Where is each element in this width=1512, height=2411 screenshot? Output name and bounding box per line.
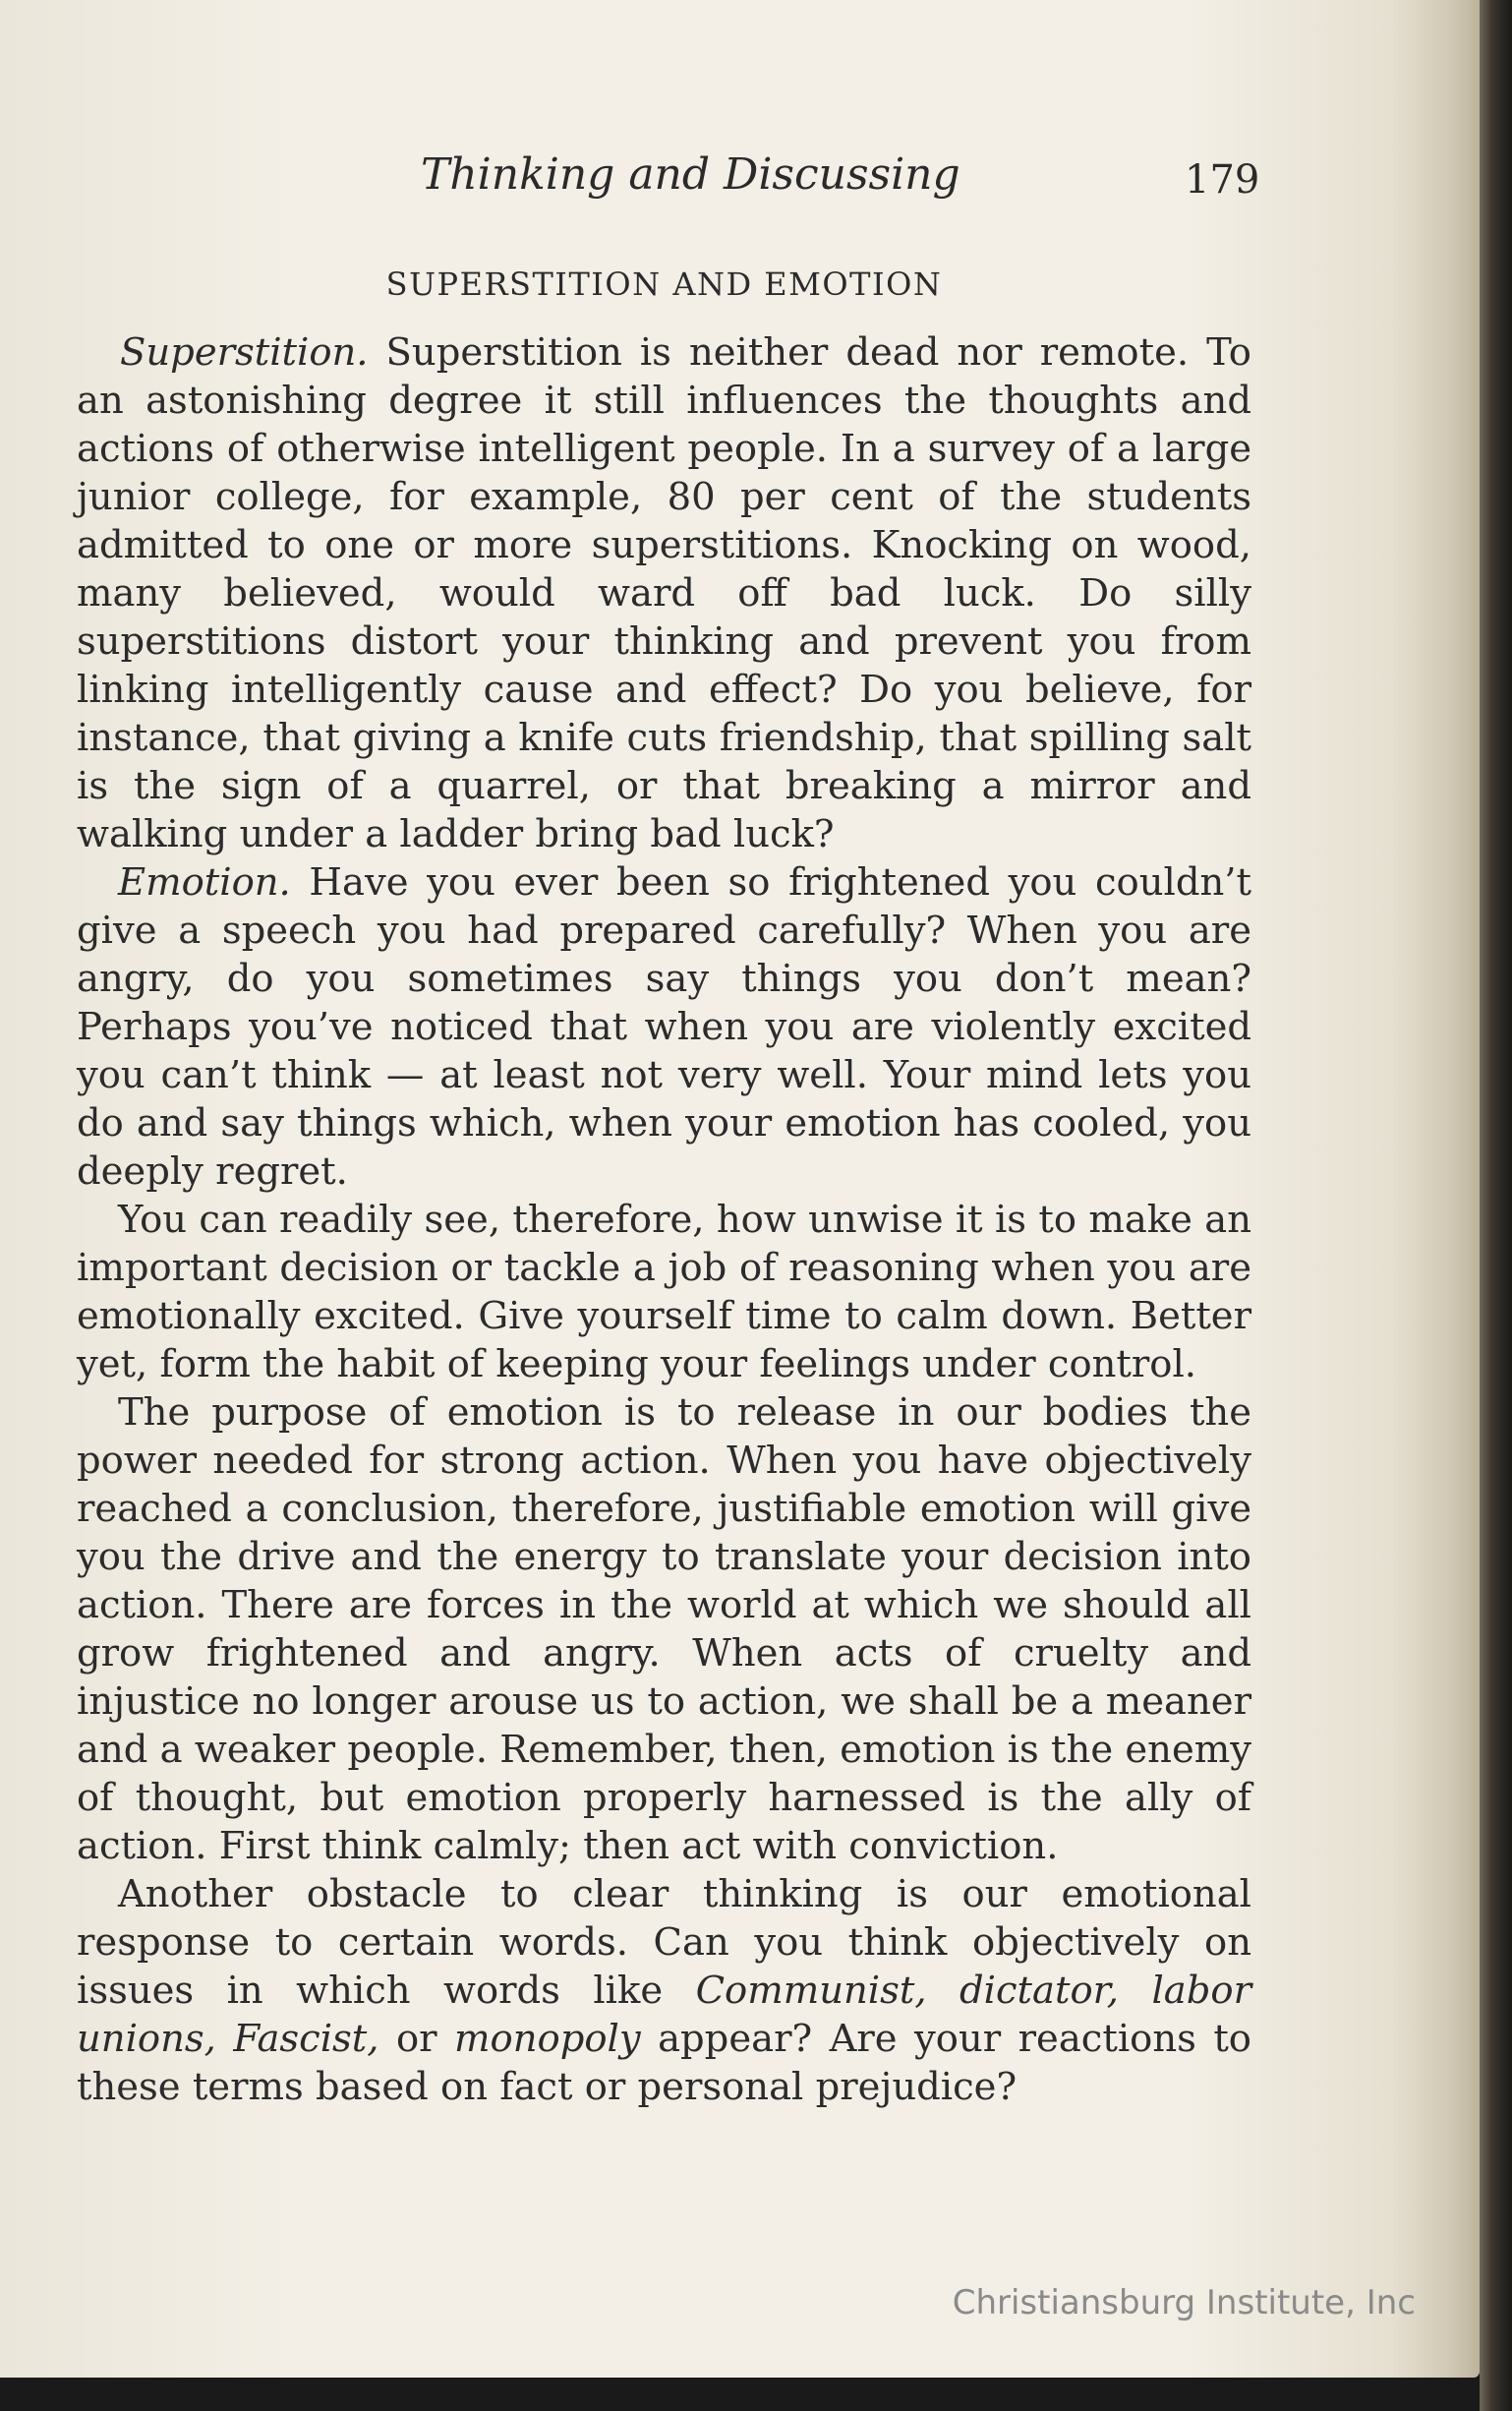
paragraph-decision xyxy=(77,1196,1251,1388)
paragraph-text: appear? Are your reactions to these terms based on fact or personal prejudice? xyxy=(77,2017,1251,2109)
page-bottom-shadow xyxy=(0,2378,1480,2411)
paragraph-superstition xyxy=(77,328,1251,858)
page-number: 179 xyxy=(1185,157,1260,203)
paragraph-text: The purpose of emotion is to release in our bodies the power needed for strong action. When you have objectively reached a conclusion, therefore, justifiable emotion will give you the drive and the energy to translate your decision into action. There are forces in the world at which we should all grow frightened and angry. When acts of cruelty and injustice no longer arouse us to action, we shall be a meaner and a weaker people. Remember, then, emotion is the enemy of thought, but emotion properly harnessed is the ally of action. First think calmly; then act with conviction. xyxy=(77,1390,1251,1868)
paragraph-emotion xyxy=(77,858,1251,1196)
term-dictator: dictator, xyxy=(960,1969,1120,2013)
body-text xyxy=(77,328,1251,2111)
term-labor-unions: labor unions, xyxy=(77,1969,1251,2061)
paragraph-words xyxy=(77,1870,1251,2111)
term-monopoly: monopoly xyxy=(454,2017,641,2061)
paragraph-text: Another obstacle to clear thinking is our emotional response to certain words. Can you think objectively on issues in which words like xyxy=(77,1872,1251,2013)
paragraph-text: Have you ever been so frightened you couldn’t give a speech you had prepared carefully? When you are angry, do you sometimes say things you don’t mean? Perhaps you’ve noticed that when you are violently excited you can’t think — at least not very well. Your mind lets you do and say things which, when your emotion has cooled, you deeply regret. xyxy=(77,860,1251,1194)
paragraph-text: You can readily see, therefore, how unwise it is to make an important decision or tackle a job of reasoning when you are emotionally excited. Give yourself time to calm down. Better yet, form the habit of keeping your feelings under control. xyxy=(77,1198,1251,1386)
paragraph-lead: Emotion. xyxy=(118,860,291,905)
watermark: Christiansburg Institute, Inc xyxy=(952,2283,1416,2323)
book-spine-shadow xyxy=(1480,0,1512,2411)
term-fascist: Fascist, xyxy=(233,2017,379,2061)
paragraph-lead: Superstition. xyxy=(120,330,369,375)
page-header xyxy=(0,149,1480,208)
section-heading: SUPERSTITION AND EMOTION xyxy=(385,265,943,303)
paragraph-purpose xyxy=(77,1388,1251,1870)
or-connector: or xyxy=(378,2017,455,2061)
term-communist: Communist, xyxy=(695,1969,927,2013)
running-title: Thinking and Discussing xyxy=(421,149,960,200)
paragraph-text: Superstition is neither dead nor remote. To an astonishing degree it still influences the thoughts and actions of otherwise intelligent people. In a survey of a large junior college, for example, 80 per cent of the students admitted to one or more superstitions. Knocking on wood, many believed, would ward off bad luck. Do silly superstitions distort your thinking and prevent you from linking intelligently cause and effect? Do you believe, for instance, that giving a knife cuts friendship, that spilling salt is the sign of a quarrel, or that breaking a mirror and walking under a ladder bring bad luck? xyxy=(77,330,1251,856)
